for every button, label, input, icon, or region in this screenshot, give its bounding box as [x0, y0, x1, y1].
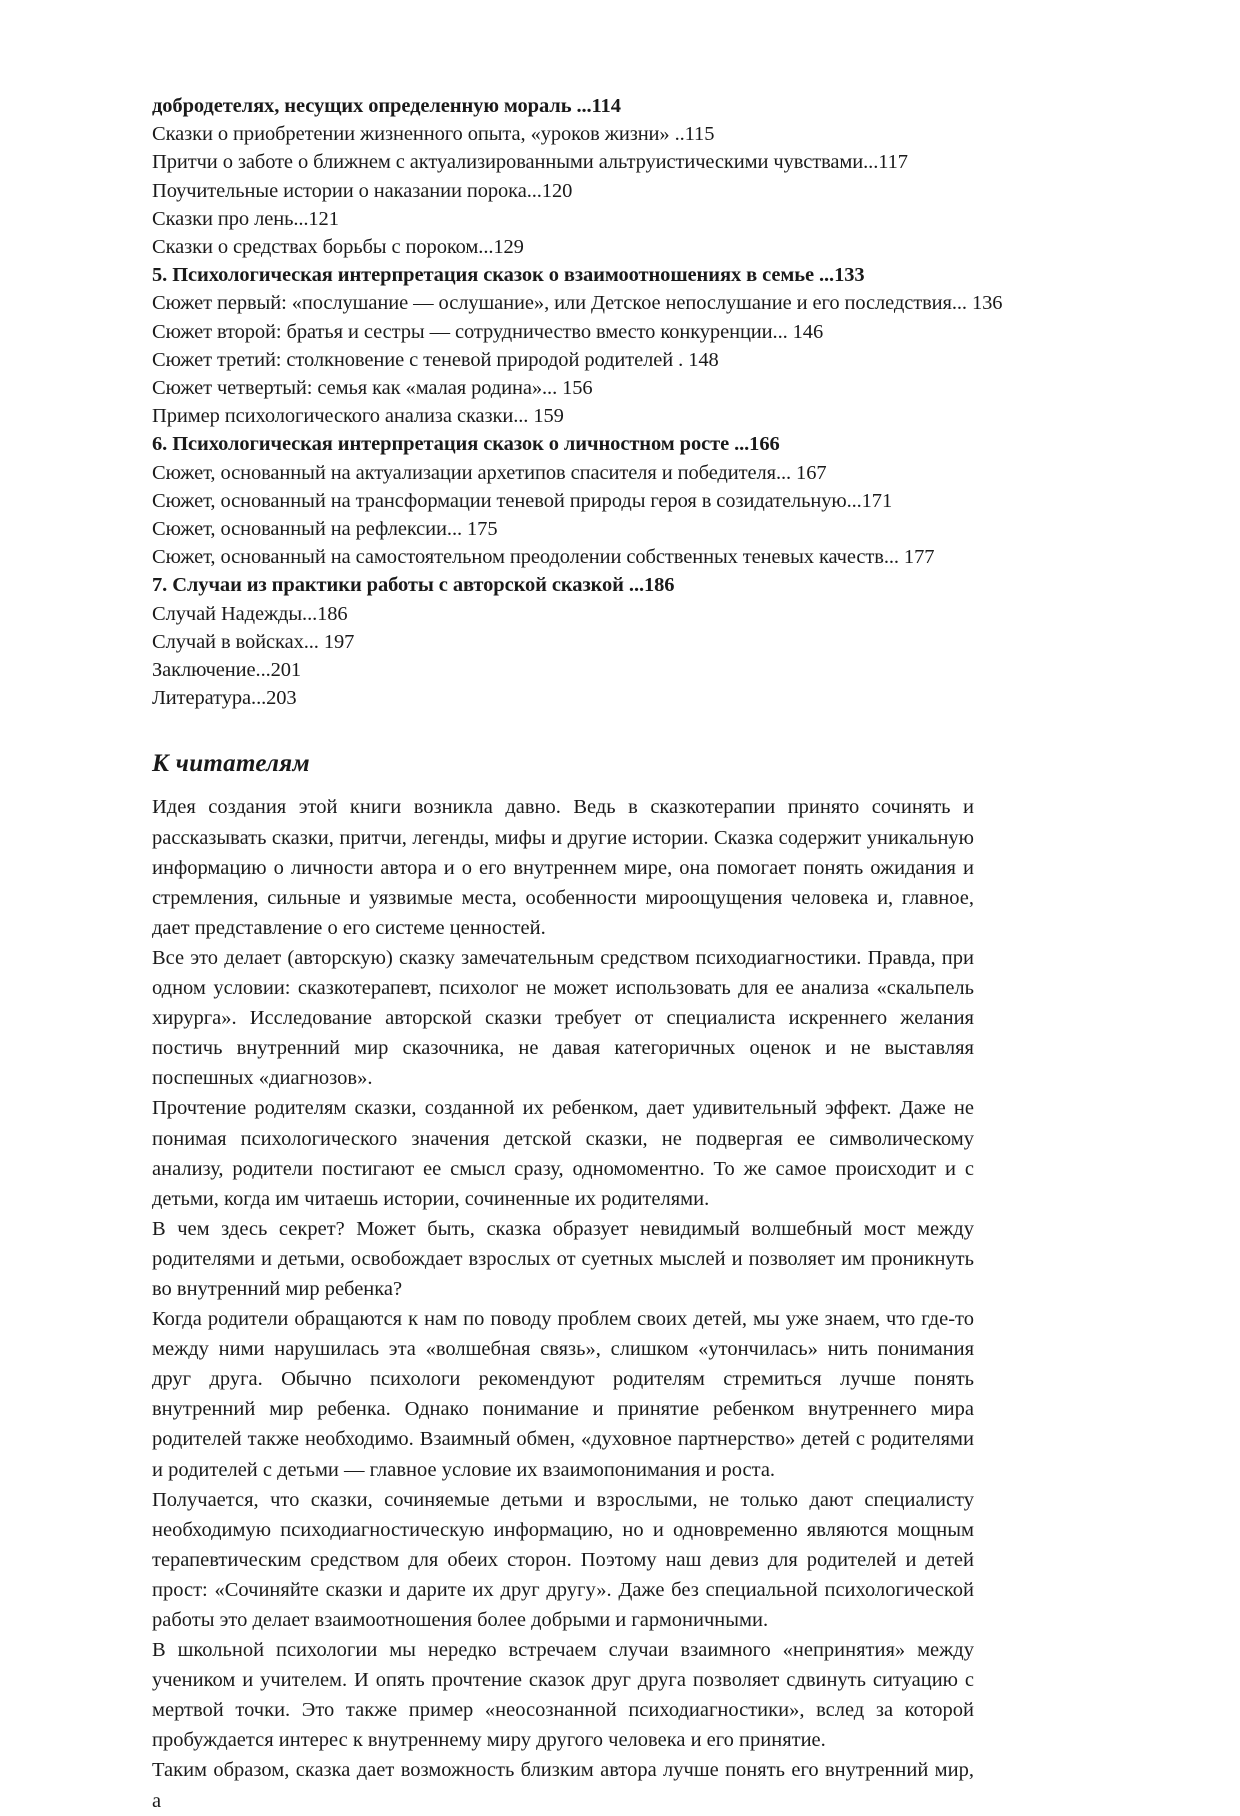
toc-entry: Поучительные истории о наказании порока...120 [152, 179, 573, 202]
paragraph: Получается, что сказки, сочиняемые детьми и взрослыми, не только дают специалисту необходимую психодиагностическую информацию, но и одновременно являются мощным терапевтическим средством для обеих сторон. Поэтому наш девиз для родителей и детей прост: «Сочиняйте сказки и дарите их друг другу». Даже без специальной психологической работы это делает взаимоотношения более добрыми и гармоничными. [152, 1488, 974, 1631]
toc-entry-bibliography: Литература...203 [152, 687, 297, 710]
paragraph: Когда родители обращаются к нам по поводу проблем своих детей, мы уже знаем, что где-то между ними нарушилась эта «волшебная связь», слишком «утончилась» нить понимания друг друга. Обычно психологи рекомендуют родителям стремиться лучше понять внутренний мир ребенка. Однако понимание и принятие ребенком внутреннего мира родителей также необходимо. Взаимный обмен, «духовное партнерство» детей с родителями и родителей с детьми — главное условие их взаимопонимания и роста. [152, 1308, 974, 1481]
toc-entry: добродетелях, несущих определенную мораль ...114 [152, 95, 621, 117]
toc-entry-section-6: 6. Психологическая интерпретация сказок о личностном росте ...166 [152, 433, 780, 456]
foreword-body [152, 792, 974, 1815]
toc-entry: Сюжет третий: столкновение с теневой природой родителей . 148 [152, 348, 719, 371]
toc-entry: Сказки о средствах борьбы с пороком...129 [152, 236, 524, 259]
toc-entry: Случай Надежды...186 [152, 602, 348, 625]
paragraph: Идея создания этой книги возникла давно. Ведь в сказкотерапии принято сочинять и рассказывать сказки, притчи, легенды, мифы и другие истории. Сказка содержит уникальную информацию о личности автора и о его внутреннем мире, она помогает понять ожидания и стремления, сильные и уязвимые места, особенности мироощущения человека и, главное, дает представление о его системе ценностей. [152, 796, 974, 939]
toc-entry: Сюжет первый: «послушание — ослушание», или Детское непослушание и его последствия... 136 [152, 292, 1003, 315]
toc-entry-conclusion: Заключение...201 [152, 659, 302, 682]
toc-entry: Сюжет, основанный на рефлексии... 175 [152, 518, 498, 541]
paragraph: В чем здесь секрет? Может быть, сказка образует невидимый волшебный мост между родителями и детьми, освобождает взрослых от суетных мыслей и позволяет им проникнуть во внутренний мир ребенка? [152, 1217, 974, 1300]
paragraph: В школьной психологии мы нередко встречаем случаи взаимного «непринятия» между учеником и учителем. И опять прочтение сказок друг друга позволяет сдвинуть ситуацию с мертвой точки. Это также пример «неосознанной психодиагностики», вслед за которой пробуждается интерес к внутреннему миру другого человека и его принятие. [152, 1639, 974, 1752]
foreword-heading: К читателям [152, 750, 310, 778]
toc-entry: Сюжет второй: братья и сестры — сотрудничество вместо конкуренции... 146 [152, 320, 824, 343]
toc-entry: Пример психологического анализа сказки... 159 [152, 405, 564, 428]
toc-entry: Сюжет, основанный на трансформации теневой природы героя в созидательную...171 [152, 489, 893, 512]
paragraph: Все это делает (авторскую) сказку замечательным средством психодиагностики. Правда, при одном условии: сказкотерапевт, психолог не может использовать для ее анализа «скальпель хирурга». Исследование авторской сказки требует от специалиста искреннего желания постичь внутренний мир сказочника, не давая категоричных оценок и не выставляя поспешных «диагнозов». [152, 946, 974, 1090]
toc-entry: Сказки про лень...121 [152, 207, 339, 230]
toc-entry-section-5: 5. Психологическая интерпретация сказок о взаимоотношениях в семье ...133 [152, 264, 865, 287]
paragraph-truncated: Таким образом, сказка дает возможность близким автора лучше понять его внутренний мир, а [152, 1759, 974, 1812]
toc-entry: Сказки о приобретении жизненного опыта, «уроков жизни» ..115 [152, 123, 715, 146]
toc-entry: Сюжет, основанный на самостоятельном преодолении собственных теневых качеств... 177 [152, 546, 935, 569]
page-content [152, 92, 1003, 1816]
toc-entry-section-7: 7. Случаи из практики работы с авторской сказкой ...186 [152, 574, 675, 597]
toc-entry: Сюжет, основанный на актуализации архетипов спасителя и победителя... 167 [152, 461, 827, 484]
paragraph: Прочтение родителям сказки, созданной их ребенком, дает удивительный эффект. Даже не понимая психологического значения детской сказки, не подвергая ее символическому анализу, родители постигают ее смысл сразу, одномоментно. То же самое происходит и с детьми, когда им читаешь истории, сочиненные их родителями. [152, 1097, 974, 1210]
toc-entry: Притчи о заботе о ближнем с актуализированными альтруистическими чувствами...117 [152, 151, 908, 174]
toc-entry: Сюжет четвертый: семья как «малая родина»... 156 [152, 377, 593, 400]
toc-entry: Случай в войсках... 197 [152, 630, 355, 653]
table-of-contents [152, 92, 1003, 712]
